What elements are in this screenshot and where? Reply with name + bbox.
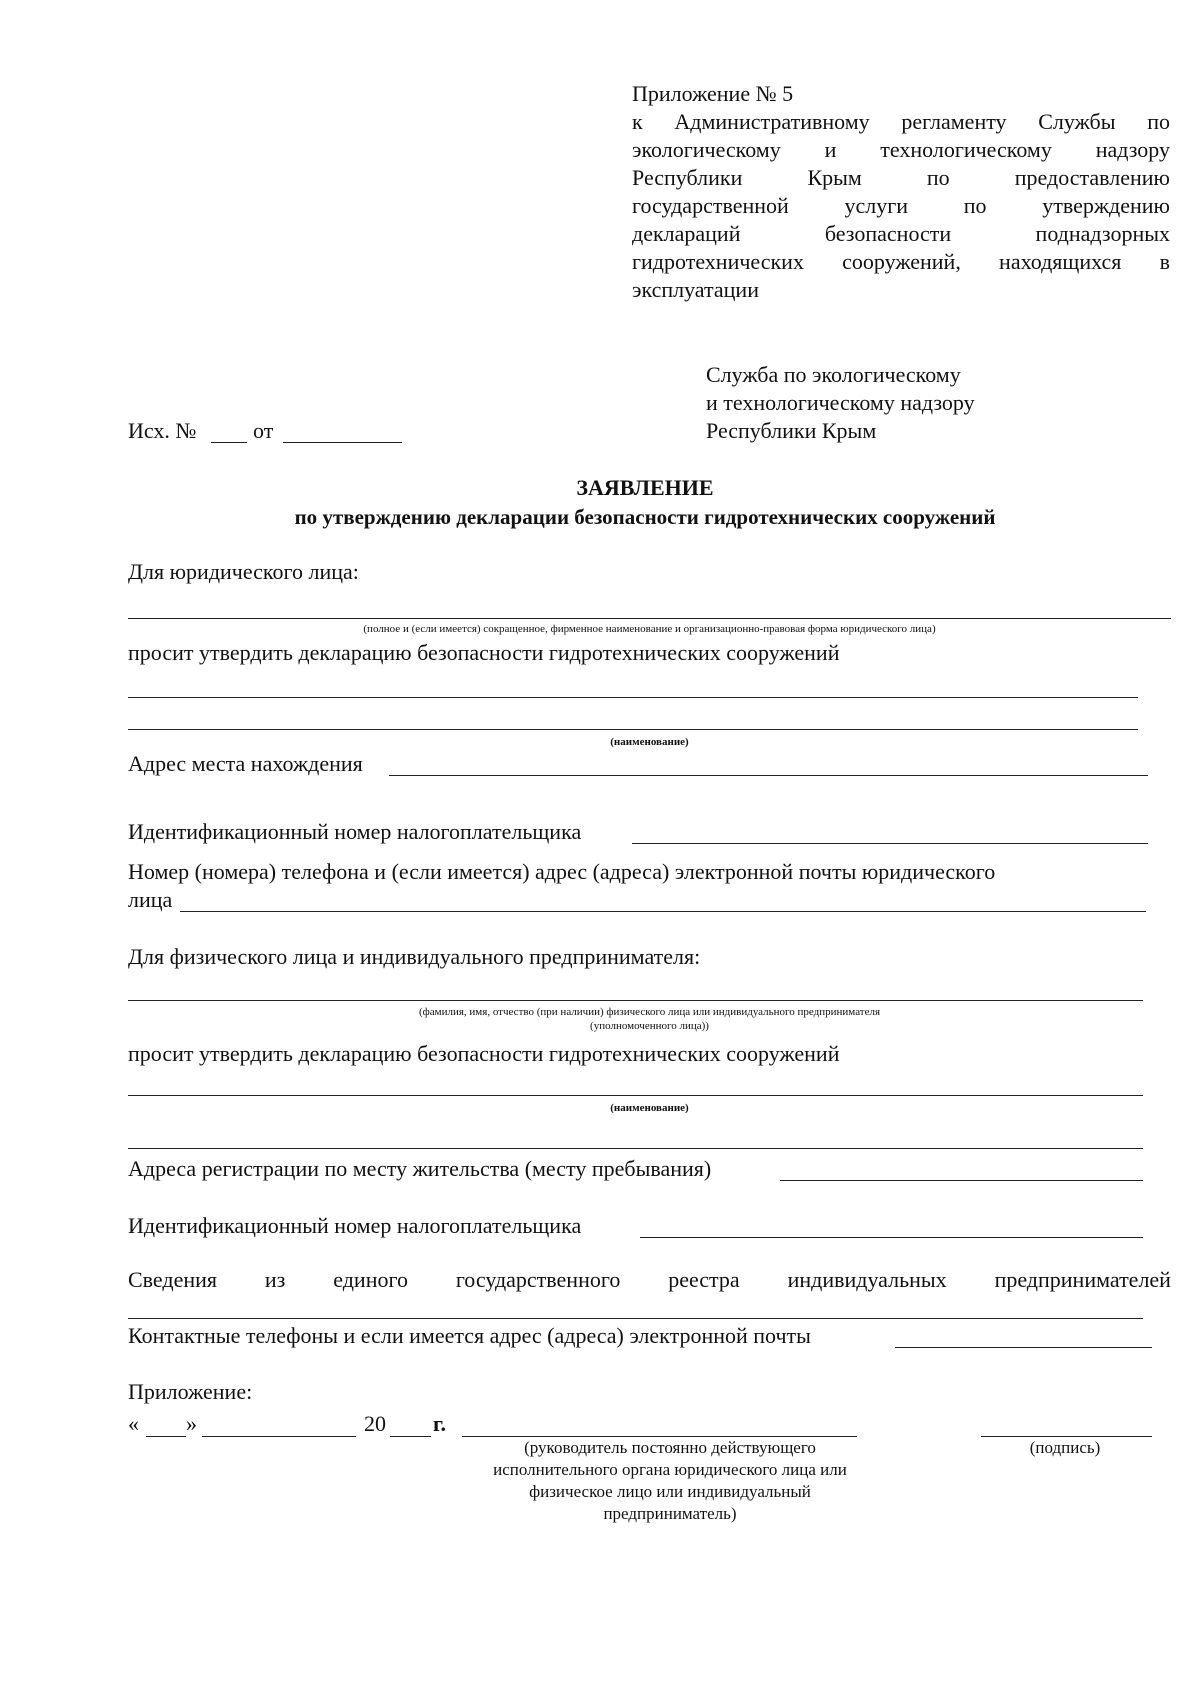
legal-entity-heading: Для юридического лица: xyxy=(128,559,359,584)
signer-caption-line: физическое лицо или индивидуальный xyxy=(529,1482,811,1501)
registration-field[interactable] xyxy=(780,1180,1143,1181)
addressee xyxy=(706,361,975,445)
individual-heading: Для физического лица и индивидуального предпринимателя: xyxy=(128,944,701,969)
appendix-line: государственной услуги по утверждению xyxy=(632,193,1170,218)
individual-name-caption-line2: (уполномоченного лица)) xyxy=(590,1020,709,1032)
appendix-line: гидротехнических сооружений, находящихся в xyxy=(632,249,1170,274)
appendix-line: к Административному регламенту Службы по xyxy=(632,109,1170,134)
legal-inn-label: Идентификационный номер налогоплательщика xyxy=(128,819,582,844)
individual-object-field[interactable] xyxy=(128,1095,1143,1096)
signer-caption xyxy=(440,1437,900,1525)
legal-entity-request-text: просит утвердить декларацию безопасности гидротехнических сооружений xyxy=(128,640,840,665)
legal-contacts-label-line2: лица xyxy=(128,887,173,912)
outgoing-number-label: Исх. № xyxy=(128,418,197,443)
legal-entity-object-field-2[interactable] xyxy=(128,729,1138,730)
individual-contacts-field[interactable] xyxy=(895,1347,1152,1348)
egrip-field[interactable] xyxy=(128,1318,1143,1319)
egrip-word: из xyxy=(264,1267,286,1292)
individual-inn-field[interactable] xyxy=(640,1237,1143,1238)
individual-request-text: просит утвердить декларацию безопасности гидротехнических сооружений xyxy=(128,1041,840,1066)
outgoing-date-field[interactable] xyxy=(283,442,402,443)
egrip-word: реестра xyxy=(668,1267,740,1292)
legal-inn-field[interactable] xyxy=(632,843,1148,844)
egrip-word: индивидуальных xyxy=(787,1267,947,1292)
outgoing-number-field[interactable] xyxy=(211,442,247,443)
egrip-word: государственного xyxy=(455,1267,621,1292)
legal-entity-object-caption: (наименование) xyxy=(610,736,689,748)
date-year-suffix: г. xyxy=(433,1411,447,1436)
individual-object-caption: (наименование) xyxy=(610,1102,689,1114)
egrip-label xyxy=(128,1266,1171,1294)
egrip-word: Сведения xyxy=(128,1267,218,1292)
signer-caption-line: (руководитель постоянно действующего xyxy=(524,1438,816,1457)
outgoing-date-label: от xyxy=(253,418,274,443)
signer-caption-line: предприниматель) xyxy=(603,1504,737,1523)
signature-caption: (подпись) xyxy=(1029,1438,1101,1457)
appendix-line: Республики Крым по предоставлению xyxy=(632,165,1170,190)
date-year-field[interactable] xyxy=(390,1436,431,1437)
date-day-field[interactable] xyxy=(146,1436,186,1437)
appendix-line: деклараций безопасности поднадзорных xyxy=(632,221,1170,246)
legal-contacts-label-line1: Номер (номера) телефона и (если имеется) адрес (адреса) электронной почты юридического xyxy=(128,859,996,884)
individual-name-field[interactable] xyxy=(128,1000,1143,1001)
address-field[interactable] xyxy=(389,775,1148,776)
addressee-line: Служба по экологическому xyxy=(706,362,961,387)
signer-caption-line: исполнительного органа юридического лица или xyxy=(493,1460,847,1479)
egrip-word: единого xyxy=(333,1267,408,1292)
date-month-field[interactable] xyxy=(202,1436,356,1437)
address-label: Адрес места нахождения xyxy=(128,751,363,776)
registration-label: Адреса регистрации по месту жительства (месту пребывания) xyxy=(128,1156,712,1181)
appendix-reference xyxy=(632,80,1170,304)
date-open-quote: « xyxy=(128,1411,139,1436)
appendix-line: эксплуатации xyxy=(632,277,759,302)
addressee-line: и технологическому надзору xyxy=(706,390,975,415)
legal-entity-name-field[interactable] xyxy=(128,618,1171,619)
appendix-number: Приложение № 5 xyxy=(632,81,794,106)
legal-entity-object-field-1[interactable] xyxy=(128,697,1138,698)
addressee-line: Республики Крым xyxy=(706,418,877,443)
individual-object-field-2[interactable] xyxy=(128,1148,1143,1149)
individual-inn-label: Идентификационный номер налогоплательщика xyxy=(128,1213,582,1238)
date-close-quote: » xyxy=(186,1411,197,1436)
individual-name-caption-line1: (фамилия, имя, отчество (при наличии) физического лица или индивидуального предпринимателя xyxy=(418,1006,881,1018)
date-year-prefix: 20 xyxy=(364,1411,386,1436)
attachment-label: Приложение: xyxy=(128,1379,253,1404)
document-subtitle: по утверждению декларации безопасности гидротехнических сооружений xyxy=(294,505,996,529)
legal-contacts-field[interactable] xyxy=(180,911,1146,912)
legal-entity-name-caption: (полное и (если имеется) сокращенное, фирменное наименование и организационно-правовая форма юридического лица) xyxy=(363,623,936,635)
individual-contacts-label: Контактные телефоны и если имеется адрес (адреса) электронной почты xyxy=(128,1323,811,1348)
appendix-line: экологическому и технологическому надзору xyxy=(632,137,1170,162)
document-title: ЗАЯВЛЕНИЕ xyxy=(576,475,714,500)
egrip-word: предпринимателей xyxy=(994,1267,1171,1292)
